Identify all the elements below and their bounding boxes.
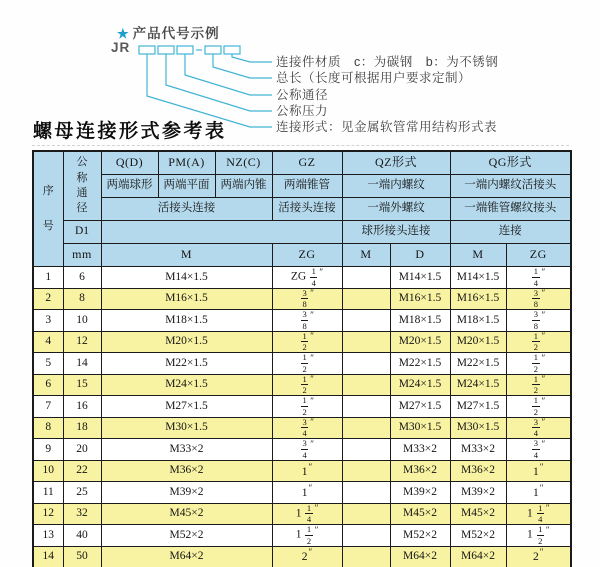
cell-qz_d: M22×1.5 [390, 353, 450, 375]
cell-seq: 2 [33, 288, 63, 310]
cell-seq: 14 [33, 546, 63, 567]
inch-mark: ″ [541, 266, 546, 277]
cell-qz_m [342, 396, 390, 418]
cell-qz_m [342, 310, 390, 332]
code-box [205, 46, 221, 54]
inch-mark: ″ [541, 374, 546, 385]
cell-dn: 16 [63, 396, 101, 418]
fraction: $\frac{3}{4}$ [533, 417, 538, 439]
cell-qg_m: M52×2 [450, 525, 506, 547]
col-header-seq [33, 151, 63, 267]
cell-dn: 18 [63, 417, 101, 439]
cell-m: M18×1.5 [101, 310, 272, 332]
cell-m: M36×2 [101, 460, 272, 482]
fraction: $\frac{1}{2}$ [306, 524, 312, 546]
table-row [33, 396, 571, 418]
inch-mark: ″ [541, 309, 546, 320]
fraction: $\frac{3}{8}$ [533, 288, 538, 310]
col-header-gz: GZ [272, 151, 342, 175]
cell-dn: 40 [63, 525, 101, 547]
cell-m: M24×1.5 [101, 374, 272, 396]
table-row [33, 546, 571, 567]
inch-mark: ″ [310, 331, 314, 342]
table-row [33, 310, 571, 332]
cell-qg_m: M20×1.5 [450, 331, 506, 353]
cell-seq: 13 [33, 525, 63, 547]
diagram-heading [117, 22, 220, 42]
cell-gz: 1 $\frac{1}{4}$ ″ [272, 503, 342, 525]
inch-mark: ″ [308, 547, 313, 558]
cell-qg_zg [506, 417, 571, 439]
inch-mark: ″ [310, 288, 314, 299]
unit-zg-qg: ZG [506, 244, 571, 267]
fraction: $\frac{1}{2}$ [533, 395, 538, 417]
unit-m-group: M [101, 244, 272, 267]
inch-mark: ″ [308, 461, 313, 472]
header-union-connection: 活接头连接 [101, 198, 272, 221]
cell-m: M45×2 [101, 503, 272, 525]
cell-qz_d: M52×2 [390, 525, 450, 547]
cell-qg_zg [506, 267, 571, 289]
cell-m: M20×1.5 [101, 331, 272, 353]
inch-mark: ″ [310, 417, 314, 428]
cell-qz_m [342, 331, 390, 353]
inch-mark: ″ [541, 352, 546, 363]
cell-qg_m: M18×1.5 [450, 310, 506, 332]
cell-qz_m [342, 288, 390, 310]
fraction: $\frac{1}{2}$ [533, 352, 538, 374]
cell-gz [272, 439, 342, 461]
col-header-nzc: NZ(C) [215, 151, 272, 175]
cell-qz_m [342, 525, 390, 547]
code-box [177, 46, 193, 54]
cell-gz [272, 288, 342, 310]
cell-qz_d: M64×2 [390, 546, 450, 567]
cell-qz_m [342, 374, 390, 396]
inch-mark: ″ [545, 503, 550, 514]
cell-dn: 20 [63, 439, 101, 461]
cell-gz: 1″ [272, 482, 342, 504]
cell-qz_m [342, 353, 390, 375]
cell-seq: 1 [33, 267, 63, 289]
inch-mark: ″ [310, 395, 314, 406]
fraction: $\frac{3}{4}$ [302, 417, 307, 439]
cell-qz_d: M27×1.5 [390, 396, 450, 418]
unit-d-qz: D [390, 244, 450, 267]
cell-qg_zg [506, 374, 571, 396]
header-empty [101, 221, 342, 244]
cell-qz_d: M14×1.5 [390, 267, 450, 289]
col-desc-qd: 两端球形 [101, 175, 158, 198]
table-row [33, 331, 571, 353]
cell-qz_d: M39×2 [390, 482, 450, 504]
cell-m: M39×2 [101, 482, 272, 504]
cell-qz_m [342, 482, 390, 504]
cell-seq: 10 [33, 460, 63, 482]
table-row [33, 460, 571, 482]
table-body [33, 267, 571, 567]
inch-mark: ″ [319, 266, 324, 277]
cell-qg_zg [506, 353, 571, 375]
col-header-seq-label: 序号 [42, 184, 54, 232]
cell-qg_m: M30×1.5 [450, 417, 506, 439]
cell-seq: 12 [33, 503, 63, 525]
header-ball-joint-connection: 球形接头连接 [342, 221, 450, 244]
cell-gz: ZG $\frac{1}{4}$ ″ [272, 267, 342, 289]
cell-seq: 5 [33, 353, 63, 375]
col-header-pma: PM(A) [158, 151, 215, 175]
inch-mark: ″ [310, 352, 314, 363]
fraction: $\frac{1}{2}$ [302, 395, 307, 417]
cell-qz_m [342, 417, 390, 439]
cell-qg_zg: 1″ [506, 482, 571, 504]
cell-qg_zg [506, 288, 571, 310]
inch-mark: ″ [310, 309, 314, 320]
cell-m: M14×1.5 [101, 267, 272, 289]
inch-mark: ″ [310, 374, 314, 385]
cell-seq: 8 [33, 417, 63, 439]
unit-m-qz: M [342, 244, 390, 267]
inch-mark: ″ [539, 547, 544, 558]
code-box [158, 46, 174, 54]
cell-m: M27×1.5 [101, 396, 272, 418]
cell-gz: 1″ [272, 460, 342, 482]
cell-qg_zg: 2″ [506, 546, 571, 567]
code-box [224, 46, 240, 54]
cell-dn: 22 [63, 460, 101, 482]
code-label-pressure: 公称压力 [276, 104, 329, 118]
inch-mark: ″ [541, 438, 546, 449]
cell-m: M22×1.5 [101, 353, 272, 375]
cell-seq: 7 [33, 396, 63, 418]
fraction: $\frac{1}{4}$ [306, 503, 312, 525]
col-desc-pma: 两端平面 [158, 175, 215, 198]
cell-dn: 14 [63, 353, 101, 375]
cell-qz_d: M45×2 [390, 503, 450, 525]
unit-m-qg: M [450, 244, 506, 267]
inch-mark: ″ [539, 483, 544, 494]
table-row [33, 417, 571, 439]
col-desc-nzc: 两端内锥 [215, 175, 272, 198]
fraction: $\frac{1}{4}$ [538, 503, 543, 525]
cell-dn: 50 [63, 546, 101, 567]
col-desc-qz: 一端内螺纹 [342, 175, 450, 198]
reference-table [32, 150, 572, 567]
fraction: $\frac{1}{2}$ [538, 524, 543, 546]
cell-m: M33×2 [101, 439, 272, 461]
cell-qz_d: M24×1.5 [390, 374, 450, 396]
cell-seq: 4 [33, 331, 63, 353]
cell-qz_m [342, 460, 390, 482]
inch-mark: ″ [314, 503, 319, 514]
cell-qg_m: M45×2 [450, 503, 506, 525]
inch-mark: ″ [541, 395, 546, 406]
cell-seq: 9 [33, 439, 63, 461]
col-header-qd: Q(D) [101, 151, 158, 175]
col-header-qz: QZ形式 [342, 151, 450, 175]
fraction: $\frac{3}{8}$ [302, 288, 307, 310]
cell-qg_m: M36×2 [450, 460, 506, 482]
code-box [139, 46, 155, 54]
cell-qg_zg [506, 439, 571, 461]
table-row [33, 482, 571, 504]
unit-mm: mm [63, 244, 101, 267]
cell-m: M52×2 [101, 525, 272, 547]
cell-dn: 6 [63, 267, 101, 289]
cell-seq: 6 [33, 374, 63, 396]
cell-qg_m: M39×2 [450, 482, 506, 504]
cell-qg_zg: 1″ [506, 460, 571, 482]
cell-qz_d: M30×1.5 [390, 417, 450, 439]
fraction: $\frac{1}{2}$ [302, 331, 307, 353]
inch-mark: ″ [541, 288, 546, 299]
divider-line [32, 145, 569, 146]
header-union-connection-gz: 活接头连接 [272, 198, 342, 221]
table-row [33, 503, 571, 525]
cell-dn: 12 [63, 331, 101, 353]
col-desc-qg: 一端内螺纹活接头 [450, 175, 571, 198]
table-row [33, 288, 571, 310]
code-label-connection: 连接形式：见金属软管常用结构形式表 [276, 120, 498, 134]
cell-gz [272, 374, 342, 396]
code-label-material: 连接件材质 c：为碳钢 b：为不锈钢 [276, 55, 499, 69]
cell-gz [272, 331, 342, 353]
cell-qz_d: M36×2 [390, 460, 450, 482]
cell-qz_m [342, 439, 390, 461]
cell-qz_m [342, 546, 390, 567]
col-header-nominal [63, 151, 101, 221]
cell-dn: 15 [63, 374, 101, 396]
table-header [33, 151, 571, 267]
table-row [33, 525, 571, 547]
fraction: $\frac{3}{8}$ [302, 309, 307, 331]
cell-qg_m: M33×2 [450, 439, 506, 461]
diagram-title: 产品代号示例 [132, 26, 220, 41]
cell-dn: 25 [63, 482, 101, 504]
table-title: 螺母连接形式参考表 [33, 121, 227, 142]
cell-dn: 8 [63, 288, 101, 310]
cell-qg_zg [506, 310, 571, 332]
connector-line [213, 54, 272, 78]
cell-qg_m: M22×1.5 [450, 353, 506, 375]
cell-qg_m: M24×1.5 [450, 374, 506, 396]
cell-qg_m: M27×1.5 [450, 396, 506, 418]
fraction: $\frac{3}{4}$ [302, 438, 307, 460]
cell-dn: 10 [63, 310, 101, 332]
cell-qz_m [342, 267, 390, 289]
cell-gz [272, 353, 342, 375]
inch-mark: ″ [314, 524, 319, 535]
header-external-thread: 一端外螺纹 [342, 198, 450, 221]
unit-zg-gz: ZG [272, 244, 342, 267]
cell-qg_zg: 1 $\frac{1}{2}$ ″ [506, 525, 571, 547]
fraction: $\frac{1}{2}$ [533, 331, 538, 353]
table-row [33, 267, 571, 289]
cell-m: M64×2 [101, 546, 272, 567]
table-row [33, 439, 571, 461]
cell-qz_m [342, 503, 390, 525]
cell-qg_zg [506, 331, 571, 353]
cell-gz: 2″ [272, 546, 342, 567]
inch-mark: ″ [545, 524, 550, 535]
header-connection: 连接 [450, 221, 571, 244]
cell-gz [272, 417, 342, 439]
cell-qg_zg: 1 $\frac{1}{4}$ ″ [506, 503, 571, 525]
fraction: $\frac{3}{4}$ [533, 438, 538, 460]
connector-line [185, 54, 272, 95]
star-icon: ★ [117, 26, 130, 41]
fraction: $\frac{1}{4}$ [311, 266, 316, 288]
cell-gz [272, 396, 342, 418]
table-row [33, 374, 571, 396]
fraction: $\frac{3}{8}$ [533, 309, 538, 331]
cell-gz [272, 310, 342, 332]
cell-seq: 3 [33, 310, 63, 332]
cell-dn: 32 [63, 503, 101, 525]
inch-mark: ″ [541, 417, 546, 428]
cell-qz_d: M18×1.5 [390, 310, 450, 332]
cell-gz: 1 $\frac{1}{2}$ ″ [272, 525, 342, 547]
inch-mark: ″ [308, 483, 313, 494]
col-desc-gz: 两端锥管 [272, 175, 342, 198]
cell-m: M30×1.5 [101, 417, 272, 439]
cell-m: M16×1.5 [101, 288, 272, 310]
header-taper-thread-joint: 一端锥管螺纹接头 [450, 198, 571, 221]
connector-line [232, 54, 272, 62]
fraction: $\frac{1}{4}$ [533, 266, 538, 288]
fraction: $\frac{1}{2}$ [533, 374, 538, 396]
header-d1: D1 [63, 221, 101, 244]
cell-seq: 11 [33, 482, 63, 504]
fraction: $\frac{1}{2}$ [302, 352, 307, 374]
code-label-diameter: 公称通径 [276, 88, 329, 102]
cell-qg_m: M16×1.5 [450, 288, 506, 310]
code-label-length: 总长（长度可根据用户要求定制） [276, 71, 472, 85]
cell-qg_zg [506, 396, 571, 418]
inch-mark: ″ [310, 438, 314, 449]
table-row [33, 353, 571, 375]
inch-mark: ″ [539, 461, 544, 472]
col-header-nominal-label: 公称通径 [76, 156, 88, 215]
cell-qz_d: M16×1.5 [390, 288, 450, 310]
cell-qz_d: M33×2 [390, 439, 450, 461]
cell-qg_m: M64×2 [450, 546, 506, 567]
code-prefix: JR [111, 40, 131, 55]
cell-qz_d: M20×1.5 [390, 331, 450, 353]
cell-qg_m: M14×1.5 [450, 267, 506, 289]
fraction: $\frac{1}{2}$ [302, 374, 307, 396]
col-header-qg: QG形式 [450, 151, 571, 175]
inch-mark: ″ [541, 331, 546, 342]
